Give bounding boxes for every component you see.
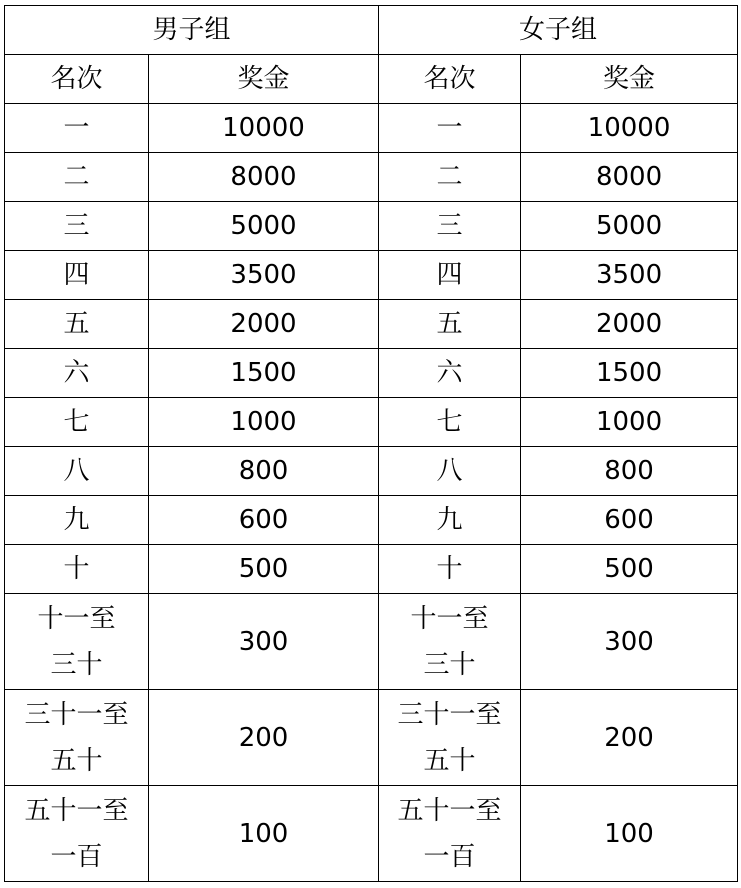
men-rank-header: 名次: [5, 55, 149, 104]
table-row: [5, 104, 738, 153]
men-prize-cell: 2000: [149, 300, 379, 349]
men-prize-cell: 10000: [149, 104, 379, 153]
women-prize-cell: 500: [521, 545, 738, 594]
prize-table: [4, 5, 738, 882]
women-prize-cell: 600: [521, 496, 738, 545]
table-row: [5, 251, 738, 300]
men-rank-cell: 四: [5, 251, 149, 300]
men-prize-cell: 800: [149, 447, 379, 496]
group-header-row: [5, 6, 738, 55]
women-rank-cell: 十一至 三十: [379, 594, 521, 690]
women-prize-cell: 100: [521, 786, 738, 882]
women-prize-cell: 1000: [521, 398, 738, 447]
women-rank-header: 名次: [379, 55, 521, 104]
women-rank-cell: 八: [379, 447, 521, 496]
men-group-header: 男子组: [5, 6, 379, 55]
women-prize-cell: 8000: [521, 153, 738, 202]
women-prize-cell: 300: [521, 594, 738, 690]
table-row: [5, 349, 738, 398]
women-prize-header: 奖金: [521, 55, 738, 104]
women-rank-cell: 一: [379, 104, 521, 153]
table-row: [5, 594, 738, 690]
women-rank-cell: 十: [379, 545, 521, 594]
women-rank-cell: 九: [379, 496, 521, 545]
table-row: [5, 398, 738, 447]
women-rank-cell: 五十一至 一百: [379, 786, 521, 882]
women-rank-cell: 三十一至 五十: [379, 690, 521, 786]
men-rank-cell: 一: [5, 104, 149, 153]
table-body: [5, 104, 738, 882]
women-rank-cell: 四: [379, 251, 521, 300]
women-rank-cell: 二: [379, 153, 521, 202]
table-row: [5, 153, 738, 202]
men-rank-cell: 三: [5, 202, 149, 251]
column-header-row: [5, 55, 738, 104]
men-rank-cell: 十一至 三十: [5, 594, 149, 690]
women-prize-cell: 5000: [521, 202, 738, 251]
women-group-header: 女子组: [379, 6, 738, 55]
men-prize-cell: 1500: [149, 349, 379, 398]
men-rank-cell: 十: [5, 545, 149, 594]
table-row: [5, 202, 738, 251]
table-row: [5, 786, 738, 882]
men-rank-cell: 三十一至 五十: [5, 690, 149, 786]
table-row: [5, 300, 738, 349]
men-prize-cell: 300: [149, 594, 379, 690]
men-rank-cell: 九: [5, 496, 149, 545]
women-prize-cell: 2000: [521, 300, 738, 349]
women-prize-cell: 10000: [521, 104, 738, 153]
men-prize-cell: 500: [149, 545, 379, 594]
men-prize-cell: 8000: [149, 153, 379, 202]
table-row: [5, 545, 738, 594]
men-prize-cell: 200: [149, 690, 379, 786]
men-prize-cell: 5000: [149, 202, 379, 251]
men-rank-cell: 五十一至 一百: [5, 786, 149, 882]
men-prize-cell: 1000: [149, 398, 379, 447]
women-rank-cell: 三: [379, 202, 521, 251]
women-prize-cell: 200: [521, 690, 738, 786]
men-rank-cell: 八: [5, 447, 149, 496]
men-prize-cell: 600: [149, 496, 379, 545]
women-rank-cell: 五: [379, 300, 521, 349]
men-rank-cell: 五: [5, 300, 149, 349]
prize-table-container: [4, 5, 738, 882]
men-rank-cell: 二: [5, 153, 149, 202]
table-row: [5, 496, 738, 545]
women-rank-cell: 七: [379, 398, 521, 447]
table-row: [5, 690, 738, 786]
women-prize-cell: 3500: [521, 251, 738, 300]
men-prize-header: 奖金: [149, 55, 379, 104]
men-prize-cell: 100: [149, 786, 379, 882]
women-rank-cell: 六: [379, 349, 521, 398]
women-prize-cell: 800: [521, 447, 738, 496]
men-rank-cell: 七: [5, 398, 149, 447]
table-row: [5, 447, 738, 496]
men-rank-cell: 六: [5, 349, 149, 398]
women-prize-cell: 1500: [521, 349, 738, 398]
men-prize-cell: 3500: [149, 251, 379, 300]
